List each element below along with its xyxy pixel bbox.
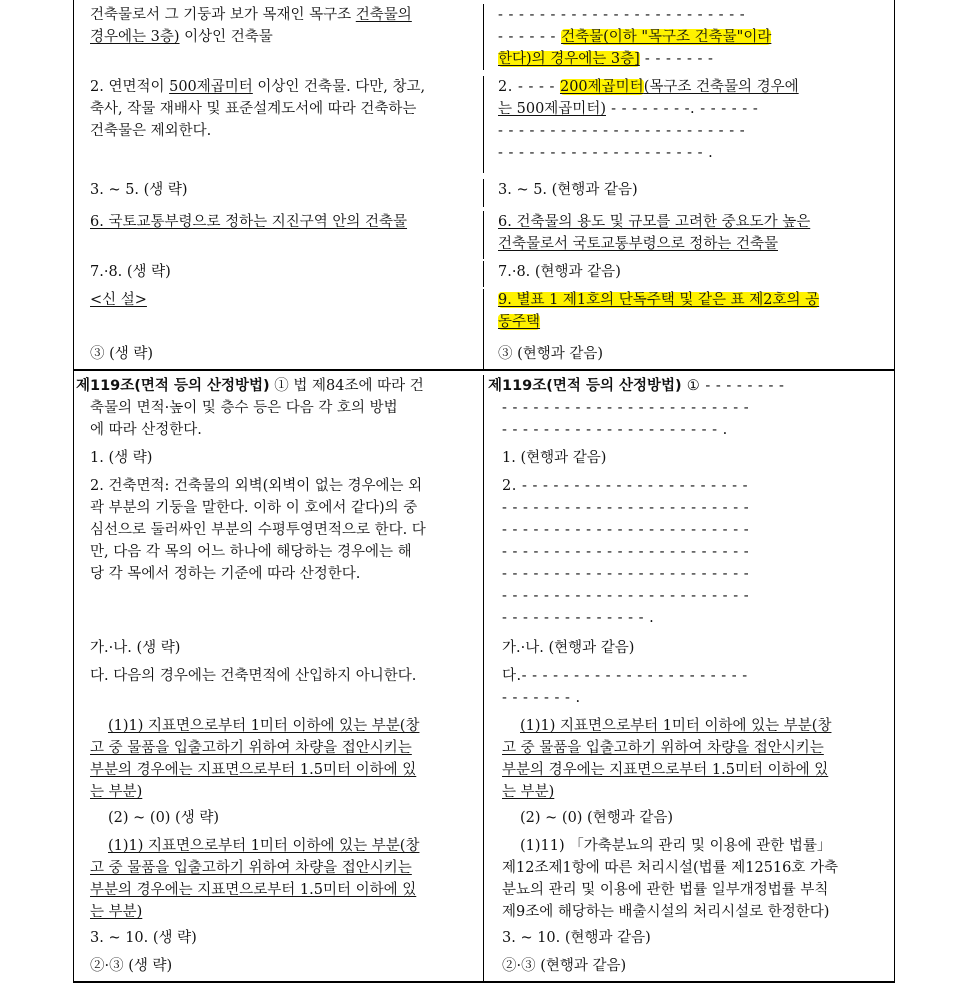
underlined-text: 6. 국토교통부령으로 정하는 지진구역 안의 건축물	[90, 214, 408, 230]
underlined-text: 는 부분)	[502, 784, 555, 800]
highlighted-text: 9. 별표 1 제1호의 단독주택 및 같은 표 제2호의 공	[498, 292, 820, 308]
dash-line: 2. - - - -	[498, 79, 560, 95]
highlighted-text: 건축물(이하 "목구조 건축물"이라	[561, 29, 772, 45]
revised-text-cell	[484, 211, 894, 259]
dash-line: - - - - - - - - - - - - - - - - - - - - - - - -	[498, 123, 746, 139]
comparison-table	[73, 0, 895, 983]
highlighted-text: 한다)의 경우에는 3층]	[498, 51, 640, 67]
underlined-text: 500제곱미터	[169, 79, 253, 95]
text-line: 제9조에 해당하는 배출시설의 처리시설로 한정한다)	[502, 904, 830, 920]
current-text-cell	[74, 261, 484, 287]
sub1-left	[76, 715, 479, 803]
underlined-text: (1)1) 지표면으로부터 1미터 이하에 있는 부분(창	[108, 718, 420, 734]
revised-text-cell	[484, 179, 894, 207]
text-line: 이상인 건축물. 다만, 창고,	[252, 79, 426, 95]
current-text-cell	[74, 289, 484, 343]
underlined-text: 고 중 물품을 입출고하기 위하여 차량을 접안시키는	[90, 740, 412, 756]
text-line: 2. 건축면적: 건축물의 외벽(외벽이 없는 경우에는 외	[90, 478, 423, 494]
dash-line: 다.- - - - - - - - - - - - - - - - - - - - - -	[502, 668, 748, 684]
text-line: 심선으로 둘러싸인 부분의 수평투영면적으로 한다. 다	[90, 522, 426, 538]
text-line: ③ (현행과 같음)	[498, 346, 604, 362]
underlined-text: 고 중 물품을 입출고하기 위하여 차량을 접안시키는	[502, 740, 824, 756]
dash-line: - - - - - - -	[639, 51, 714, 67]
item2-right	[488, 475, 890, 629]
table-row	[74, 343, 894, 369]
text-line: 7.·8. (생 략)	[90, 264, 171, 280]
text-line: 가.·나. (현행과 같음)	[502, 640, 635, 656]
dash-line: - - - - - - - .	[502, 690, 581, 706]
table-row	[74, 207, 894, 259]
text-line: (1)11) 「가축분뇨의 관리 및 이용에 관한 법률」	[520, 838, 832, 854]
text-line: 당 각 목에서 정하는 기준에 따라 산정한다.	[90, 566, 361, 582]
text-line: 만, 다음 각 목의 어느 하나에 해당하는 경우에는 해	[90, 544, 412, 560]
dash-line: - - - - - - - - - - - - - - - - - - - - - - - -	[502, 588, 750, 604]
current-text-cell	[74, 343, 484, 369]
dash-line: - - - - - -	[498, 29, 562, 45]
current-text-cell	[74, 375, 484, 981]
underlined-text: 부분의 경우에는 지표면으로부터 1.5미터 이하에 있	[90, 882, 417, 898]
table-row	[74, 369, 894, 981]
underlined-text: 는 부분)	[90, 904, 143, 920]
text-line: 분뇨의 관리 및 이용에 관한 법률 일부개정법률 부칙	[502, 882, 829, 898]
text-line: 2. 연면적이	[90, 79, 170, 95]
underlined-text: 는 500제곱미터)	[498, 101, 606, 117]
item2-left	[76, 475, 479, 585]
article-heading: 제119조(면적 등의 산정방법)	[488, 378, 682, 394]
underlined-text: 6. 건축물의 용도 및 규모를 고려한 중요도가 높은	[498, 214, 811, 230]
revised-text-cell	[484, 343, 894, 369]
text-line: 건축물은 제외한다.	[90, 123, 212, 139]
text-line: 1. (생 략)	[90, 450, 153, 466]
text-line: 제12조제1항에 따른 처리시설(법률 제12516호 가축	[502, 860, 839, 876]
table-row	[74, 70, 894, 173]
highlighted-text: 동주택	[498, 314, 541, 330]
table-row	[74, 287, 894, 343]
dash-line: - - - - - - - - - - - - - - - - - - - - - - - -	[502, 522, 750, 538]
revised-text-cell	[484, 289, 894, 343]
text-line: 7.·8. (현행과 같음)	[498, 264, 621, 280]
text-line: 3. ~ 10. (생 략)	[90, 930, 197, 946]
text-line: 3. ~ 5. (생 략)	[90, 182, 188, 198]
article-heading: 제119조(면적 등의 산정방법)	[76, 378, 270, 394]
revised-text-cell	[484, 4, 894, 70]
text-line: (2) ~ (0) (생 략)	[108, 810, 219, 826]
underlined-text: 고 중 물품을 입출고하기 위하여 차량을 접안시키는	[90, 860, 412, 876]
sub1-right	[488, 715, 890, 803]
highlighted-text: 200제곱미터	[559, 79, 644, 95]
underlined-text: <신 설>	[90, 292, 147, 308]
underlined-text: (1)1) 지표면으로부터 1미터 이하에 있는 부분(창	[108, 838, 420, 854]
underlined-text: 경우에는 3층)	[90, 29, 180, 45]
text-line: ③ (생 략)	[90, 346, 154, 362]
text-line: 건축물로서 그 기둥과 보가 목재인 목구조	[90, 7, 356, 23]
text-line: 축사, 작물 재배사 및 표준설계도서에 따라 건축하는	[90, 101, 417, 117]
dash-line: - - - - - - - - - - - - - - .	[502, 610, 655, 626]
text-line: 3. ~ 10. (현행과 같음)	[502, 930, 651, 946]
underlined-text: 부분의 경우에는 지표면으로부터 1.5미터 이하에 있	[90, 762, 417, 778]
dash-line: ① - - - - - - - -	[681, 378, 785, 394]
dash-line: - - - - - - - - - - - - - - - - - - - - .	[498, 145, 714, 161]
underlined-text: 부분의 경우에는 지표면으로부터 1.5미터 이하에 있	[502, 762, 829, 778]
revised-text-cell	[484, 76, 894, 173]
dash-line: - - - - - - - - - - - - - - - - - - - - - - - -	[502, 400, 750, 416]
sub3-right	[488, 835, 890, 923]
dash-line: - - - - - - - - - - - - - - - - - - - - - - - -	[502, 566, 750, 582]
current-text-cell	[74, 211, 484, 259]
current-text-cell	[74, 179, 484, 207]
text-line: 다. 다음의 경우에는 건축면적에 산입하지 아니한다.	[90, 668, 417, 684]
table-row	[74, 173, 894, 207]
current-text-cell	[74, 76, 484, 173]
text-line: 1. (현행과 같음)	[502, 450, 607, 466]
revised-text-cell	[484, 375, 894, 981]
text-line: ① 법 제84조에 따라 건	[269, 378, 424, 394]
underlined-text: (1)1) 지표면으로부터 1미터 이하에 있는 부분(창	[520, 718, 832, 734]
underlined-text: (목구조 건축물의 경우에	[643, 79, 799, 95]
text-line: ②·③ (현행과 같음)	[502, 958, 627, 974]
text-line: 에 따라 산정한다.	[90, 422, 202, 438]
dash-line: 2. - - - - - - - - - - - - - - - - - - - - - -	[502, 478, 749, 494]
dash-line: - - - - - - - - - - - - - - - - - - - - - - - -	[502, 544, 750, 560]
dash-line: - - - - - - - - - - - - - - - - - - - - - - - -	[502, 500, 750, 516]
text-line: (2) ~ (0) (현행과 같음)	[520, 810, 674, 826]
text-line: 축물의 면적·높이 및 층수 등은 다음 각 호의 방법	[90, 400, 398, 416]
text-line: 가.·나. (생 략)	[90, 640, 181, 656]
text-line: 이상인 건축물	[179, 29, 273, 45]
text-line: 3. ~ 5. (현행과 같음)	[498, 182, 638, 198]
underlined-text: 는 부분)	[90, 784, 143, 800]
dash-line: - - - - - - - - - - - - - - - - - - - - - .	[502, 422, 728, 438]
revised-text-cell	[484, 261, 894, 287]
sub3-left	[76, 835, 479, 923]
underlined-text: 건축물의	[355, 7, 412, 23]
table-row	[74, 0, 894, 70]
table-row	[74, 259, 894, 287]
text-line: 곽 부분의 기둥을 말한다. 이하 이 호에서 같다)의 중	[90, 500, 418, 516]
underlined-text: 건축물로서 국토교통부령으로 정하는 건축물	[498, 236, 778, 252]
dash-line: - - - - - - - -. - - - - - -	[605, 101, 759, 117]
dash-line: - - - - - - - - - - - - - - - - - - - - - - - -	[498, 7, 746, 23]
current-text-cell	[74, 4, 484, 70]
text-line: ②·③ (생 략)	[90, 958, 173, 974]
